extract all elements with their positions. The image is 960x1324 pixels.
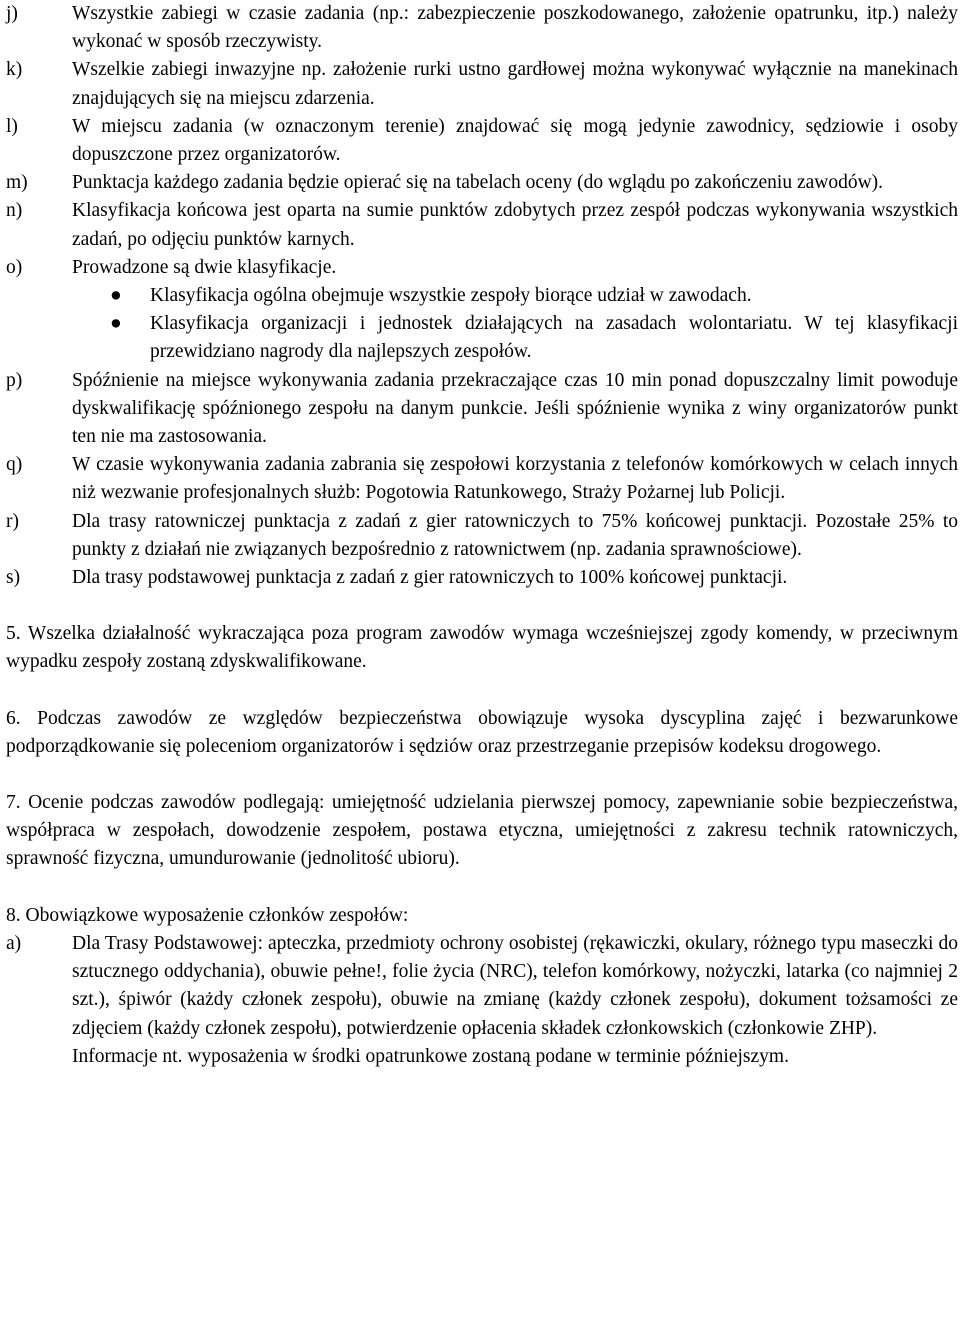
section-number: 5. bbox=[6, 623, 21, 645]
bullet-icon: ● bbox=[110, 285, 122, 307]
item-label: a) bbox=[6, 932, 22, 954]
section-7 bbox=[6, 789, 958, 874]
item-text: Dla trasy ratowniczej punktacja z zadań z gier ratowniczych to 75% końcowej punktacji. Pozostałe 25% to punkty z działań nie związanych bezpośrednio z ratownictwem (np. zadania sprawnościowe). bbox=[72, 510, 958, 560]
item-text: Punktacja każdego zadania będzie opierać się na tabelach oceny (do wglądu po zakończeniu zawodów). bbox=[72, 172, 884, 194]
item-label: l) bbox=[6, 115, 18, 137]
list-item bbox=[6, 56, 958, 112]
section-text: Ocenie podczas zawodów podlegają: umiejętność udzielania pierwszej pomocy, zapewnianie sobie bezpieczeństwa, współpraca w zespołach, dowodzenie zespołem, postawa etyczna, umiejętności z zakresu technik ratowniczych, sprawność fizyczna, umundurowanie (jednolitość ubioru). bbox=[6, 792, 959, 870]
section-number: 7. bbox=[6, 792, 21, 814]
list-item bbox=[6, 197, 958, 253]
list-item bbox=[6, 254, 958, 282]
item-text: Dla Trasy Podstawowej: apteczka, przedmioty ochrony osobistej (rękawiczki, okulary, różnego typu maseczki do sztucznego oddychania), obuwie pełne!, folie życia (NRC), telefon komórkowy, nożyczki, latarka (co najmniej 2 szt.), śpiwór (każdy członek zespołu), obuwie na zmianę (każdy członek zespołu), dokument tożsamości ze zdjęciem (każdy członek zespołu), potwierdzenie opłacenia składek członkowskich (członkowie ZHP). bbox=[72, 932, 958, 1039]
section-number: 8. bbox=[6, 904, 21, 926]
item-text: Spóźnienie na miejsce wykonywania zadania przekraczające czas 10 min ponad dopuszczalny limit powoduje dyskwalifikację spóźnionego zespołu na danym punkcie. Jeśli spóźnienie wynika z winy organizatorów punkt ten nie ma zastosowania. bbox=[72, 369, 958, 448]
bullet-text: Klasyfikacja organizacji i jednostek działających na zasadach wolontariatu. W tej klasyfikacji przewidziano nagrody dla najlepszych zespołów. bbox=[150, 313, 958, 363]
item-label: n) bbox=[6, 200, 23, 222]
item-label: q) bbox=[6, 454, 23, 476]
list-item bbox=[6, 930, 958, 1043]
list-item bbox=[6, 367, 958, 452]
spacer bbox=[6, 761, 958, 789]
section-5 bbox=[6, 620, 958, 676]
item-label: p) bbox=[6, 369, 23, 391]
spacer bbox=[6, 874, 958, 902]
item-text: Klasyfikacja końcowa jest oparta na sumie punktów zdobytych przez zespół podczas wykonywania wszystkich zadań, po odjęciu punktów karnych. bbox=[72, 200, 958, 250]
item-text: Wszystkie zabiegi w czasie zadania (np.: zabezpieczenie poszkodowanego, założenie opatrunku, itp.) należy wykonać w sposób rzeczywisty. bbox=[72, 3, 958, 53]
item-text: Wszelkie zabiegi inwazyjne np. założenie rurki ustno gardłowej można wykonywać wyłącznie na manekinach znajdujących się na miejscu zdarzenia. bbox=[72, 59, 958, 109]
list-item bbox=[6, 113, 958, 169]
bullet-icon: ● bbox=[110, 313, 122, 335]
section-8 bbox=[6, 902, 958, 930]
spacer bbox=[6, 592, 958, 620]
item-text: Dla trasy podstawowej punktacja z zadań z gier ratowniczych to 100% końcowej punktacji. bbox=[72, 567, 788, 589]
section-text: Podczas zawodów ze względów bezpieczeństwa obowiązuje wysoka dyscyplina zajęć i bezwarunkowe podporządkowanie się poleceniom organizatorów i sędziów oraz przestrzeganie przepisów kodeksu drogowego. bbox=[6, 707, 958, 757]
section-number: 6. bbox=[6, 707, 21, 729]
item-text: W czasie wykonywania zadania zabrania się zespołowi korzystania z telefonów komórkowych w celach innych niż wezwanie profesjonalnych służb: Pogotowia Ratunkowego, Straży Pożarnej lub Policji. bbox=[72, 454, 958, 504]
item-text: W miejscu zadania (w oznaczonym terenie) znajdować się mogą jedynie zawodnicy, sędziowie i osoby dopuszczone przez organizatorów. bbox=[72, 115, 958, 166]
section-text: Wszelka działalność wykraczająca poza program zawodów wymaga wcześniejszej zgody komendy, w przeciwnym wypadku zespoły zostaną zdyskwalifikowane. bbox=[6, 623, 959, 673]
item-label: m) bbox=[6, 172, 28, 194]
list-item bbox=[6, 508, 958, 564]
list-item bbox=[6, 564, 958, 592]
section-6 bbox=[6, 705, 958, 761]
item-label: r) bbox=[6, 510, 19, 532]
item-label: s) bbox=[6, 567, 21, 589]
item-label: k) bbox=[6, 59, 23, 81]
list-item bbox=[6, 451, 958, 507]
bullet-item bbox=[6, 282, 958, 310]
list-item bbox=[6, 169, 958, 197]
list-item bbox=[6, 0, 958, 56]
item-label: j) bbox=[6, 3, 18, 24]
section-text: Obowiązkowe wyposażenie członków zespołów: bbox=[25, 904, 409, 926]
item-label: o) bbox=[6, 256, 23, 278]
spacer bbox=[6, 677, 958, 705]
bullet-item bbox=[6, 310, 958, 366]
item-text: Prowadzone są dwie klasyfikacje. bbox=[72, 256, 337, 278]
note-text: Informacje nt. wyposażenia w środki opatrunkowe zostaną podane w terminie późniejszym. bbox=[72, 1045, 789, 1067]
bullet-text: Klasyfikacja ogólna obejmuje wszystkie zespoły biorące udział w zawodach. bbox=[150, 285, 752, 307]
